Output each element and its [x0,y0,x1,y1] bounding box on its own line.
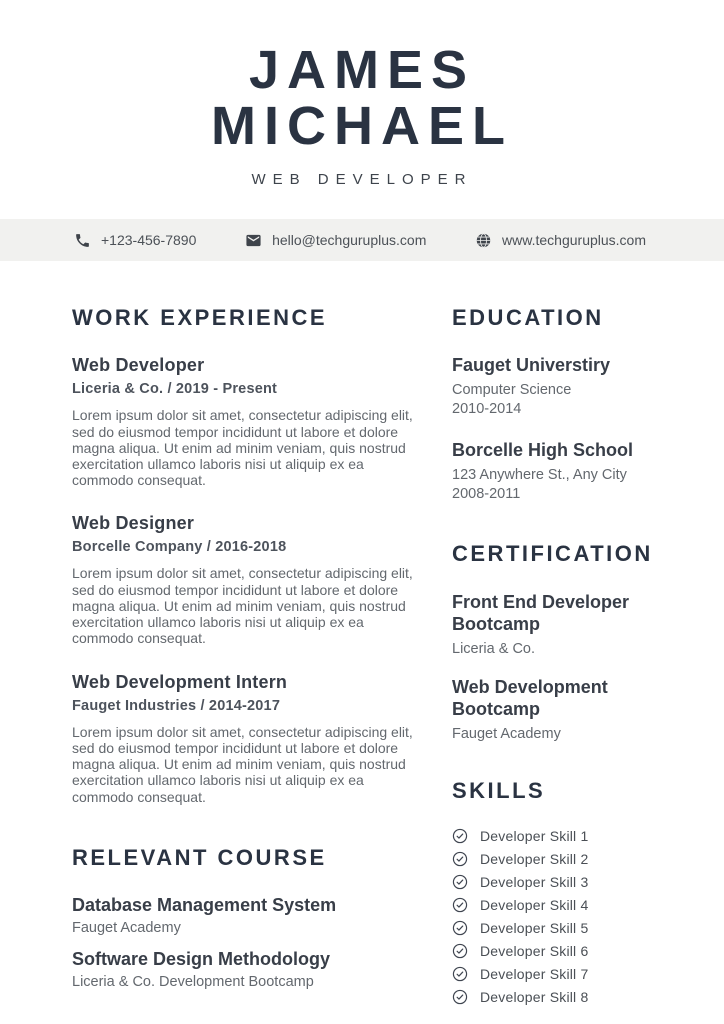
resume-body [0,305,724,1011]
certification-entry [452,591,656,657]
website-url: www.techguruplus.com [502,232,646,249]
person-name [0,40,724,157]
check-circle-icon [452,966,468,982]
certification-name: Front End Developer Bootcamp [452,591,630,635]
contact-email [245,232,426,249]
skill-label: Developer Skill 2 [480,850,589,867]
education-heading: EDUCATION [452,305,604,331]
job-title-text: Web Development Intern [72,671,288,692]
skill-label: Developer Skill 8 [480,988,589,1005]
skill-label: Developer Skill 1 [480,827,589,844]
certification-name: Web Development Bootcamp [452,676,608,720]
skill-label: Developer Skill 6 [480,942,589,959]
course-provider: Liceria & Co. Development Bootcamp [72,973,314,990]
job-title-text: Web Developer [72,355,205,376]
skill-list [452,828,656,1005]
education-entry [452,355,656,419]
name-line-1: JAMES [248,40,476,100]
certification-provider: Liceria & Co. [452,640,536,657]
relevant-course-heading: RELEVANT COURSE [72,844,327,870]
education-entry [452,440,656,504]
school-detail-line: Computer Science [452,382,572,399]
skill-item [452,966,656,982]
job-entry [72,672,424,805]
envelope-icon [245,232,262,249]
section-relevant-course [72,845,424,990]
course-entry [72,949,424,990]
skill-item [452,828,656,844]
job-description: Lorem ipsum dolor sit amet, consectetur adipiscing elit, sed do eiusmod tempor incididunt ut labore et dolore magna aliqua. Ut enim ad minim veniam, quis nostrud exercitation ullamco laboris nisi ut aliquip ex ea commodo consequat. [72,407,413,489]
job-company-dates: Fauget Industries / 2014-2017 [72,697,281,714]
school-name: Fauget Universtiry [452,355,611,376]
skills-heading: SKILLS [452,777,546,803]
check-circle-icon [452,920,468,936]
certification-heading: CERTIFICATION [452,540,653,566]
school-name: Borcelle High School [452,440,634,460]
skill-label: Developer Skill 4 [480,896,589,913]
phone-icon [74,232,91,249]
school-detail-line: 2010-2014 [452,401,522,418]
contact-website [475,232,646,249]
skill-item [452,943,656,959]
skill-label: Developer Skill 3 [480,873,589,890]
section-work-experience [72,305,424,805]
skill-item [452,874,656,890]
job-description: Lorem ipsum dolor sit amet, consectetur adipiscing elit, sed do eiusmod tempor incididunt ut labore et dolore magna aliqua. Ut enim ad minim veniam, quis nostrud exercitation ullamco laboris nisi ut aliquip ex ea commodo consequat. [72,723,413,805]
email-address: hello@techguruplus.com [272,232,427,249]
check-circle-icon [452,828,468,844]
certification-provider: Fauget Academy [452,725,561,742]
certification-entry [452,676,656,742]
check-circle-icon [452,874,468,890]
section-education [452,305,656,503]
section-skills [452,778,656,1005]
skill-item [452,920,656,936]
skill-item [452,851,656,867]
section-certification [452,541,656,742]
name-line-2: MICHAEL [211,96,513,157]
job-company-dates: Borcelle Company / 2016-2018 [72,539,287,556]
job-company-dates: Liceria & Co. / 2019 - Present [72,381,278,398]
check-circle-icon [452,989,468,1005]
work-experience-heading: WORK EXPERIENCE [72,305,328,331]
check-circle-icon [452,851,468,867]
left-column [72,305,424,1011]
course-entry [72,895,424,936]
skill-item [452,897,656,913]
job-entry [72,513,424,646]
globe-icon [475,232,492,249]
phone-number: +123-456-7890 [101,232,197,249]
skill-label: Developer Skill 5 [480,919,589,936]
course-title-text: Database Management System [72,894,337,915]
job-entry [72,355,424,488]
right-column [452,305,656,1011]
contact-bar [0,219,724,261]
skill-item [452,989,656,1005]
person-job-title: WEB DEVELOPER [251,171,473,189]
school-detail-line: 123 Anywhere St., Any City [452,467,627,483]
header [0,0,724,188]
course-title-text: Software Design Methodology [72,948,331,969]
job-description: Lorem ipsum dolor sit amet, consectetur adipiscing elit, sed do eiusmod tempor incididunt ut labore et dolore magna aliqua. Ut enim ad minim veniam, quis nostrud exercitation ullamco laboris nisi ut aliquip ex ea commodo consequat. [72,565,413,647]
school-detail-line: 2008-2011 [452,485,521,502]
course-provider: Fauget Academy [72,919,181,936]
school-detail [452,381,656,419]
school-detail [452,466,656,504]
job-title-text: Web Designer [72,513,195,534]
contact-phone [74,232,196,249]
check-circle-icon [452,897,468,913]
check-circle-icon [452,943,468,959]
skill-label: Developer Skill 7 [480,965,589,982]
